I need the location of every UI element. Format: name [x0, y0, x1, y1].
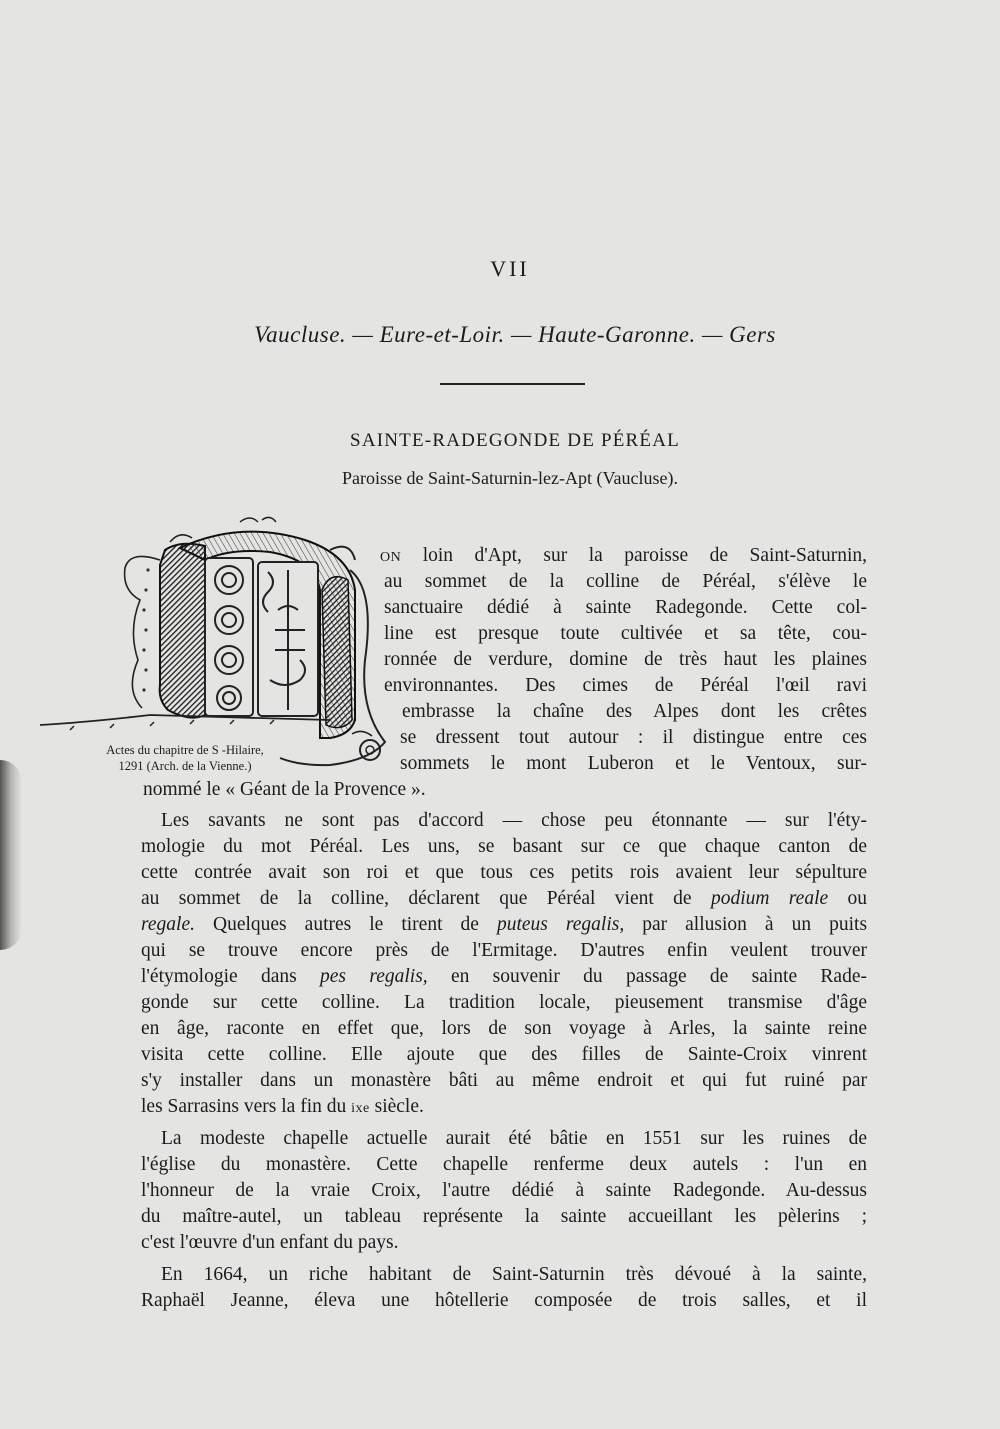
text-line: ronnée de verdure, domine de très haut les plaines	[384, 649, 867, 670]
text-line	[141, 886, 867, 912]
text-line: line est presque toute cultivée et sa tête, cou-	[384, 623, 867, 644]
text-line: en âge, raconte en effet que, lors de son voyage à Arles, la sainte reine	[141, 1018, 867, 1039]
italic-term: regale.	[141, 914, 195, 935]
text-line: du maître-autel, un tableau représente la sainte accueillant les pèlerins ;	[141, 1206, 867, 1227]
text-line: l'honneur de la vraie Croix, l'autre dédié à sainte Radegonde. Au-dessus	[141, 1180, 867, 1201]
text-line	[141, 1094, 424, 1122]
chapter-regions: Vaucluse. — Eure-et-Loir. — Haute-Garonne. — Gers	[254, 322, 776, 347]
text-line: nommé le « Géant de la Provence ».	[143, 779, 426, 800]
text-line: En 1664, un riche habitant de Saint-Saturnin très dévoué à la sainte,	[161, 1264, 867, 1285]
text-line: s'y installer dans un monastère bâti au même endroit et qui fut ruiné par	[141, 1070, 867, 1091]
text-segment: l'étymologie dans	[141, 966, 297, 987]
text-segment: siècle.	[374, 1096, 424, 1117]
text-segment: les Sarrasins vers la fin du	[141, 1096, 347, 1117]
text-segment: loin d'Apt, sur la paroisse de Saint-Saturnin,	[422, 545, 868, 566]
section-subtitle: Paroisse de Saint-Saturnin-lez-Apt (Vaucluse).	[342, 468, 678, 488]
text-line: se dressent tout autour : il distingue entre ces	[400, 727, 867, 748]
italic-term: podium reale	[710, 888, 829, 909]
text-line	[380, 543, 867, 571]
text-line: embrasse la chaîne des Alpes dont les crêtes	[402, 701, 867, 722]
text-line: c'est l'œuvre d'un enfant du pays.	[141, 1232, 399, 1253]
text-line: visita cette colline. Elle ajoute que des filles de Sainte-Croix vinrent	[141, 1044, 867, 1065]
text-line: environnantes. Des cimes de Péréal l'œil ravi	[384, 675, 867, 696]
chapter-number: VII	[490, 256, 530, 281]
smallcaps-numeral: ixe	[351, 1101, 370, 1116]
title-rule	[440, 383, 585, 385]
text-line: sanctuaire dédié à sainte Radegonde. Cette col-	[384, 597, 867, 618]
text-line: gonde sur cette colline. La tradition locale, pieusement transmise d'âge	[141, 992, 867, 1013]
text-line: Les savants ne sont pas d'accord — chose peu étonnante — sur l'éty-	[161, 810, 867, 831]
text-segment: par allusion à un puits	[642, 914, 868, 935]
text-segment: Quelques autres le tirent de	[213, 914, 479, 935]
text-line: cette contrée avait son roi et que tous ces petits rois avaient leur sépulture	[141, 862, 867, 883]
page-edge-shadow	[0, 760, 22, 950]
caption-line-1: Actes du chapitre de S -Hilaire,	[106, 743, 264, 757]
text-line: Raphaël Jeanne, éleva une hôtellerie composée de trois salles, et il	[141, 1290, 867, 1311]
text-line: l'église du monastère. Cette chapelle renferme deux autels : l'un en	[141, 1154, 867, 1175]
text-line: qui se trouve encore près de l'Ermitage. D'autres enfin veulent trouver	[141, 940, 867, 961]
text-line: au sommet de la colline de Péréal, s'élève le	[384, 571, 867, 592]
italic-term: pes regalis,	[320, 966, 428, 987]
text-segment: au sommet de la colline, déclarent que Péréal vient de	[141, 888, 692, 909]
text-segment: en souvenir du passage de sainte Rade-	[450, 966, 867, 987]
text-segment: ou	[847, 888, 868, 909]
text-line: sommets le mont Luberon et le Ventoux, sur-	[400, 753, 867, 774]
text-line	[141, 964, 867, 990]
caption-line-2: 1291 (Arch. de la Vienne.)	[118, 759, 252, 773]
section-title: SAINTE-RADEGONDE DE PÉRÉAL	[350, 430, 680, 451]
figure-caption	[55, 742, 315, 774]
text-line: mologie du mot Péréal. Les uns, se basant sur ce que chaque canton de	[141, 836, 867, 857]
text-line	[141, 912, 867, 938]
italic-term: puteus regalis,	[496, 914, 625, 935]
text-line: La modeste chapelle actuelle aurait été bâtie en 1551 sur les ruines de	[161, 1128, 867, 1149]
initial-smallcaps: ON	[380, 550, 402, 565]
